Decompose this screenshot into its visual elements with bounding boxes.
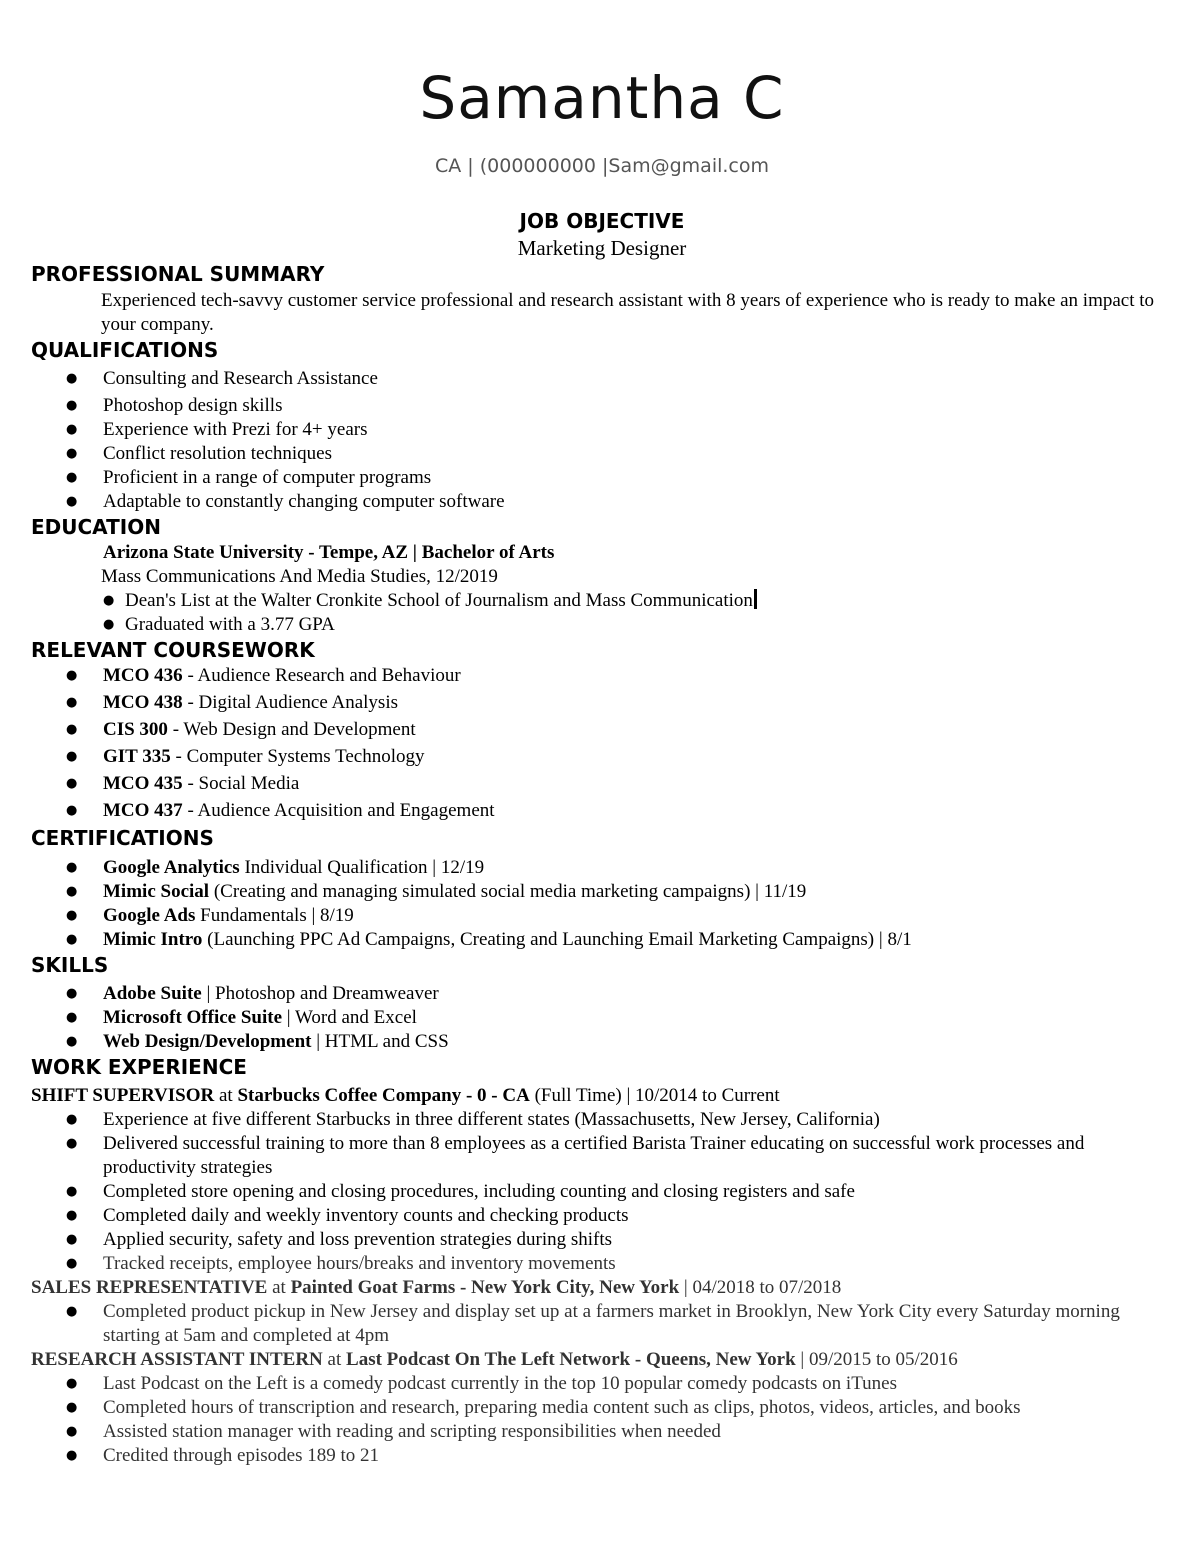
bullet-icon: ● [66, 1424, 78, 1439]
bullet-icon: ● [66, 722, 78, 737]
course-code: MCO 437 [103, 800, 183, 821]
professional-summary-text: Experienced tech-savvy customer service professional and research assistant with 8 years of experience who is ready to make an impact to your company. [101, 290, 1155, 335]
professional-summary-heading: PROFESSIONAL SUMMARY [31, 262, 325, 286]
list-item [103, 904, 354, 928]
job-bullet: Credited through episodes 189 to 21 [103, 1445, 379, 1466]
bullet-icon: ● [66, 1136, 78, 1151]
education-degree: Mass Communications And Media Studies, 12/2019 [101, 566, 498, 587]
bullet-icon: ● [66, 371, 78, 386]
bullet-icon: ● [66, 1112, 78, 1127]
list-item [103, 880, 806, 904]
job-dates: | 04/2018 to 07/2018 [679, 1277, 842, 1298]
course-title: - Social Media [182, 773, 300, 794]
bullet-icon: ● [66, 884, 78, 899]
job-bullet: Applied security, safety and loss prevention strategies during shifts [103, 1229, 613, 1250]
bullet-icon: ● [66, 1376, 78, 1391]
bullet-icon: ● [66, 860, 78, 875]
bullet-icon: ● [66, 446, 78, 461]
job-company: Last Podcast On The Left Network - Queens, New York [346, 1349, 796, 1370]
course-code: CIS 300 [103, 719, 168, 740]
certification-detail: (Creating and managing simulated social media marketing campaigns) | 11/19 [209, 881, 807, 902]
course-title: - Audience Research and Behaviour [182, 665, 461, 686]
course-title: - Computer Systems Technology [170, 746, 425, 767]
education-item: Graduated with a 3.77 GPA [125, 614, 335, 635]
job-title: RESEARCH ASSISTANT INTERN [31, 1349, 323, 1370]
list-item: Conflict resolution techniques [103, 443, 333, 464]
job-company: Painted Goat Farms - New York City, New York [290, 1277, 680, 1298]
bullet-icon: ● [66, 668, 78, 683]
job-bullet: Experience at five different Starbucks in three different states (Massachusetts, New Jersey, California) [103, 1109, 880, 1130]
job-title: SALES REPRESENTATIVE [31, 1277, 268, 1298]
course-code: GIT 335 [103, 746, 171, 767]
skill-name: Adobe Suite [103, 983, 202, 1004]
certification-name: Google Analytics [103, 857, 240, 878]
course-title: - Audience Acquisition and Engagement [182, 800, 495, 821]
course-code: MCO 436 [103, 665, 183, 686]
job-bullet: Completed daily and weekly inventory counts and checking products [103, 1205, 629, 1226]
course-code: MCO 435 [103, 773, 183, 794]
education-heading: EDUCATION [31, 515, 161, 539]
bullet-icon: ● [66, 932, 78, 947]
bullet-icon: ● [103, 617, 115, 632]
bullet-icon: ● [66, 1208, 78, 1223]
list-item: Photoshop design skills [103, 395, 283, 416]
education-item: Dean's List at the Walter Cronkite School of Journalism and Mass Communication [125, 590, 753, 611]
job-at: at [322, 1349, 347, 1370]
skill-detail: | Photoshop and Dreamweaver [201, 983, 439, 1004]
job-bullet: Delivered successful training to more than 8 employees as a certified Barista Trainer educating on successful work processes and productivity strategies [103, 1133, 1085, 1178]
skill-name: Web Design/Development [103, 1031, 312, 1052]
certifications-heading: CERTIFICATIONS [31, 826, 214, 850]
list-item [103, 718, 416, 742]
job-dates: (Full Time) | 10/2014 to Current [529, 1085, 780, 1106]
job-bullet: Completed product pickup in New Jersey and display set up at a farmers market in Brooklyn, New York City every Saturday morning starting at 5am and completed at 4pm [103, 1301, 1120, 1346]
job-bullet: Completed hours of transcription and research, preparing media content such as clips, photos, videos, articles, and books [103, 1397, 1021, 1418]
list-item [103, 799, 495, 823]
skills-heading: SKILLS [31, 953, 109, 977]
coursework-heading: RELEVANT COURSEWORK [31, 638, 315, 662]
job-bullet: Assisted station manager with reading and scripting responsibilities when needed [103, 1421, 721, 1442]
bullet-icon: ● [66, 776, 78, 791]
list-item [103, 1006, 417, 1030]
certification-detail: Individual Qualification | 12/19 [239, 857, 485, 878]
list-item: Experience with Prezi for 4+ years [103, 419, 368, 440]
job-at: at [267, 1277, 291, 1298]
list-item [103, 745, 425, 769]
bullet-icon: ● [66, 398, 78, 413]
bullet-icon: ● [66, 470, 78, 485]
job-bullet: Completed store opening and closing procedures, including counting and closing registers and safe [103, 1181, 855, 1202]
skill-detail: | Word and Excel [282, 1007, 417, 1028]
list-item: Proficient in a range of computer programs [103, 467, 432, 488]
job-bullet: Last Podcast on the Left is a comedy podcast currently in the top 10 popular comedy podcasts on iTunes [103, 1373, 897, 1394]
work-experience-heading: WORK EXPERIENCE [31, 1055, 247, 1079]
bullet-icon: ● [66, 1184, 78, 1199]
job-bullet: Tracked receipts, employee hours/breaks and inventory movements [103, 1253, 616, 1274]
list-item [103, 772, 299, 796]
skill-name: Microsoft Office Suite [103, 1007, 283, 1028]
certification-name: Mimic Social [103, 881, 210, 902]
bullet-icon: ● [66, 1232, 78, 1247]
bullet-icon: ● [66, 494, 78, 509]
certification-detail: Fundamentals | 8/19 [195, 905, 354, 926]
list-item: Consulting and Research Assistance [103, 368, 378, 389]
text-cursor [754, 589, 757, 609]
list-item: Adaptable to constantly changing computer software [103, 491, 505, 512]
candidate-name: Samantha C [419, 64, 785, 132]
bullet-icon: ● [66, 1034, 78, 1049]
bullet-icon: ● [103, 593, 115, 608]
list-item [125, 589, 757, 613]
skill-detail: | HTML and CSS [311, 1031, 449, 1052]
job-company: Starbucks Coffee Company - 0 - CA [237, 1085, 530, 1106]
list-item [103, 1030, 449, 1054]
course-code: MCO 438 [103, 692, 183, 713]
bullet-icon: ● [66, 908, 78, 923]
list-item [103, 928, 912, 952]
job-header [31, 1348, 958, 1372]
bullet-icon: ● [66, 422, 78, 437]
list-item [103, 856, 484, 880]
contact-line: CA | (000000000 |Sam@gmail.com [435, 155, 769, 177]
bullet-icon: ● [66, 986, 78, 1001]
job-header [31, 1084, 780, 1108]
bullet-icon: ● [66, 1448, 78, 1463]
certification-name: Mimic Intro [103, 929, 203, 950]
job-at: at [214, 1085, 238, 1106]
list-item [103, 664, 461, 688]
certification-name: Google Ads [103, 905, 196, 926]
job-objective-value: Marketing Designer [517, 236, 687, 260]
education-school: Arizona State University - Tempe, AZ | Bachelor of Arts [103, 542, 555, 563]
course-title: - Web Design and Development [167, 719, 416, 740]
list-item [103, 691, 398, 715]
course-title: - Digital Audience Analysis [182, 692, 398, 713]
qualifications-heading: QUALIFICATIONS [31, 338, 219, 362]
bullet-icon: ● [66, 1256, 78, 1271]
job-objective-heading: JOB OBJECTIVE [519, 209, 685, 233]
certification-detail: (Launching PPC Ad Campaigns, Creating and Launching Email Marketing Campaigns) | 8/1 [202, 929, 912, 950]
list-item [103, 982, 439, 1006]
job-dates: | 09/2015 to 05/2016 [795, 1349, 958, 1370]
bullet-icon: ● [66, 749, 78, 764]
job-header [31, 1276, 841, 1300]
bullet-icon: ● [66, 695, 78, 710]
bullet-icon: ● [66, 1304, 78, 1319]
bullet-icon: ● [66, 1400, 78, 1415]
job-title: SHIFT SUPERVISOR [31, 1085, 215, 1106]
bullet-icon: ● [66, 1010, 78, 1025]
bullet-icon: ● [66, 803, 78, 818]
